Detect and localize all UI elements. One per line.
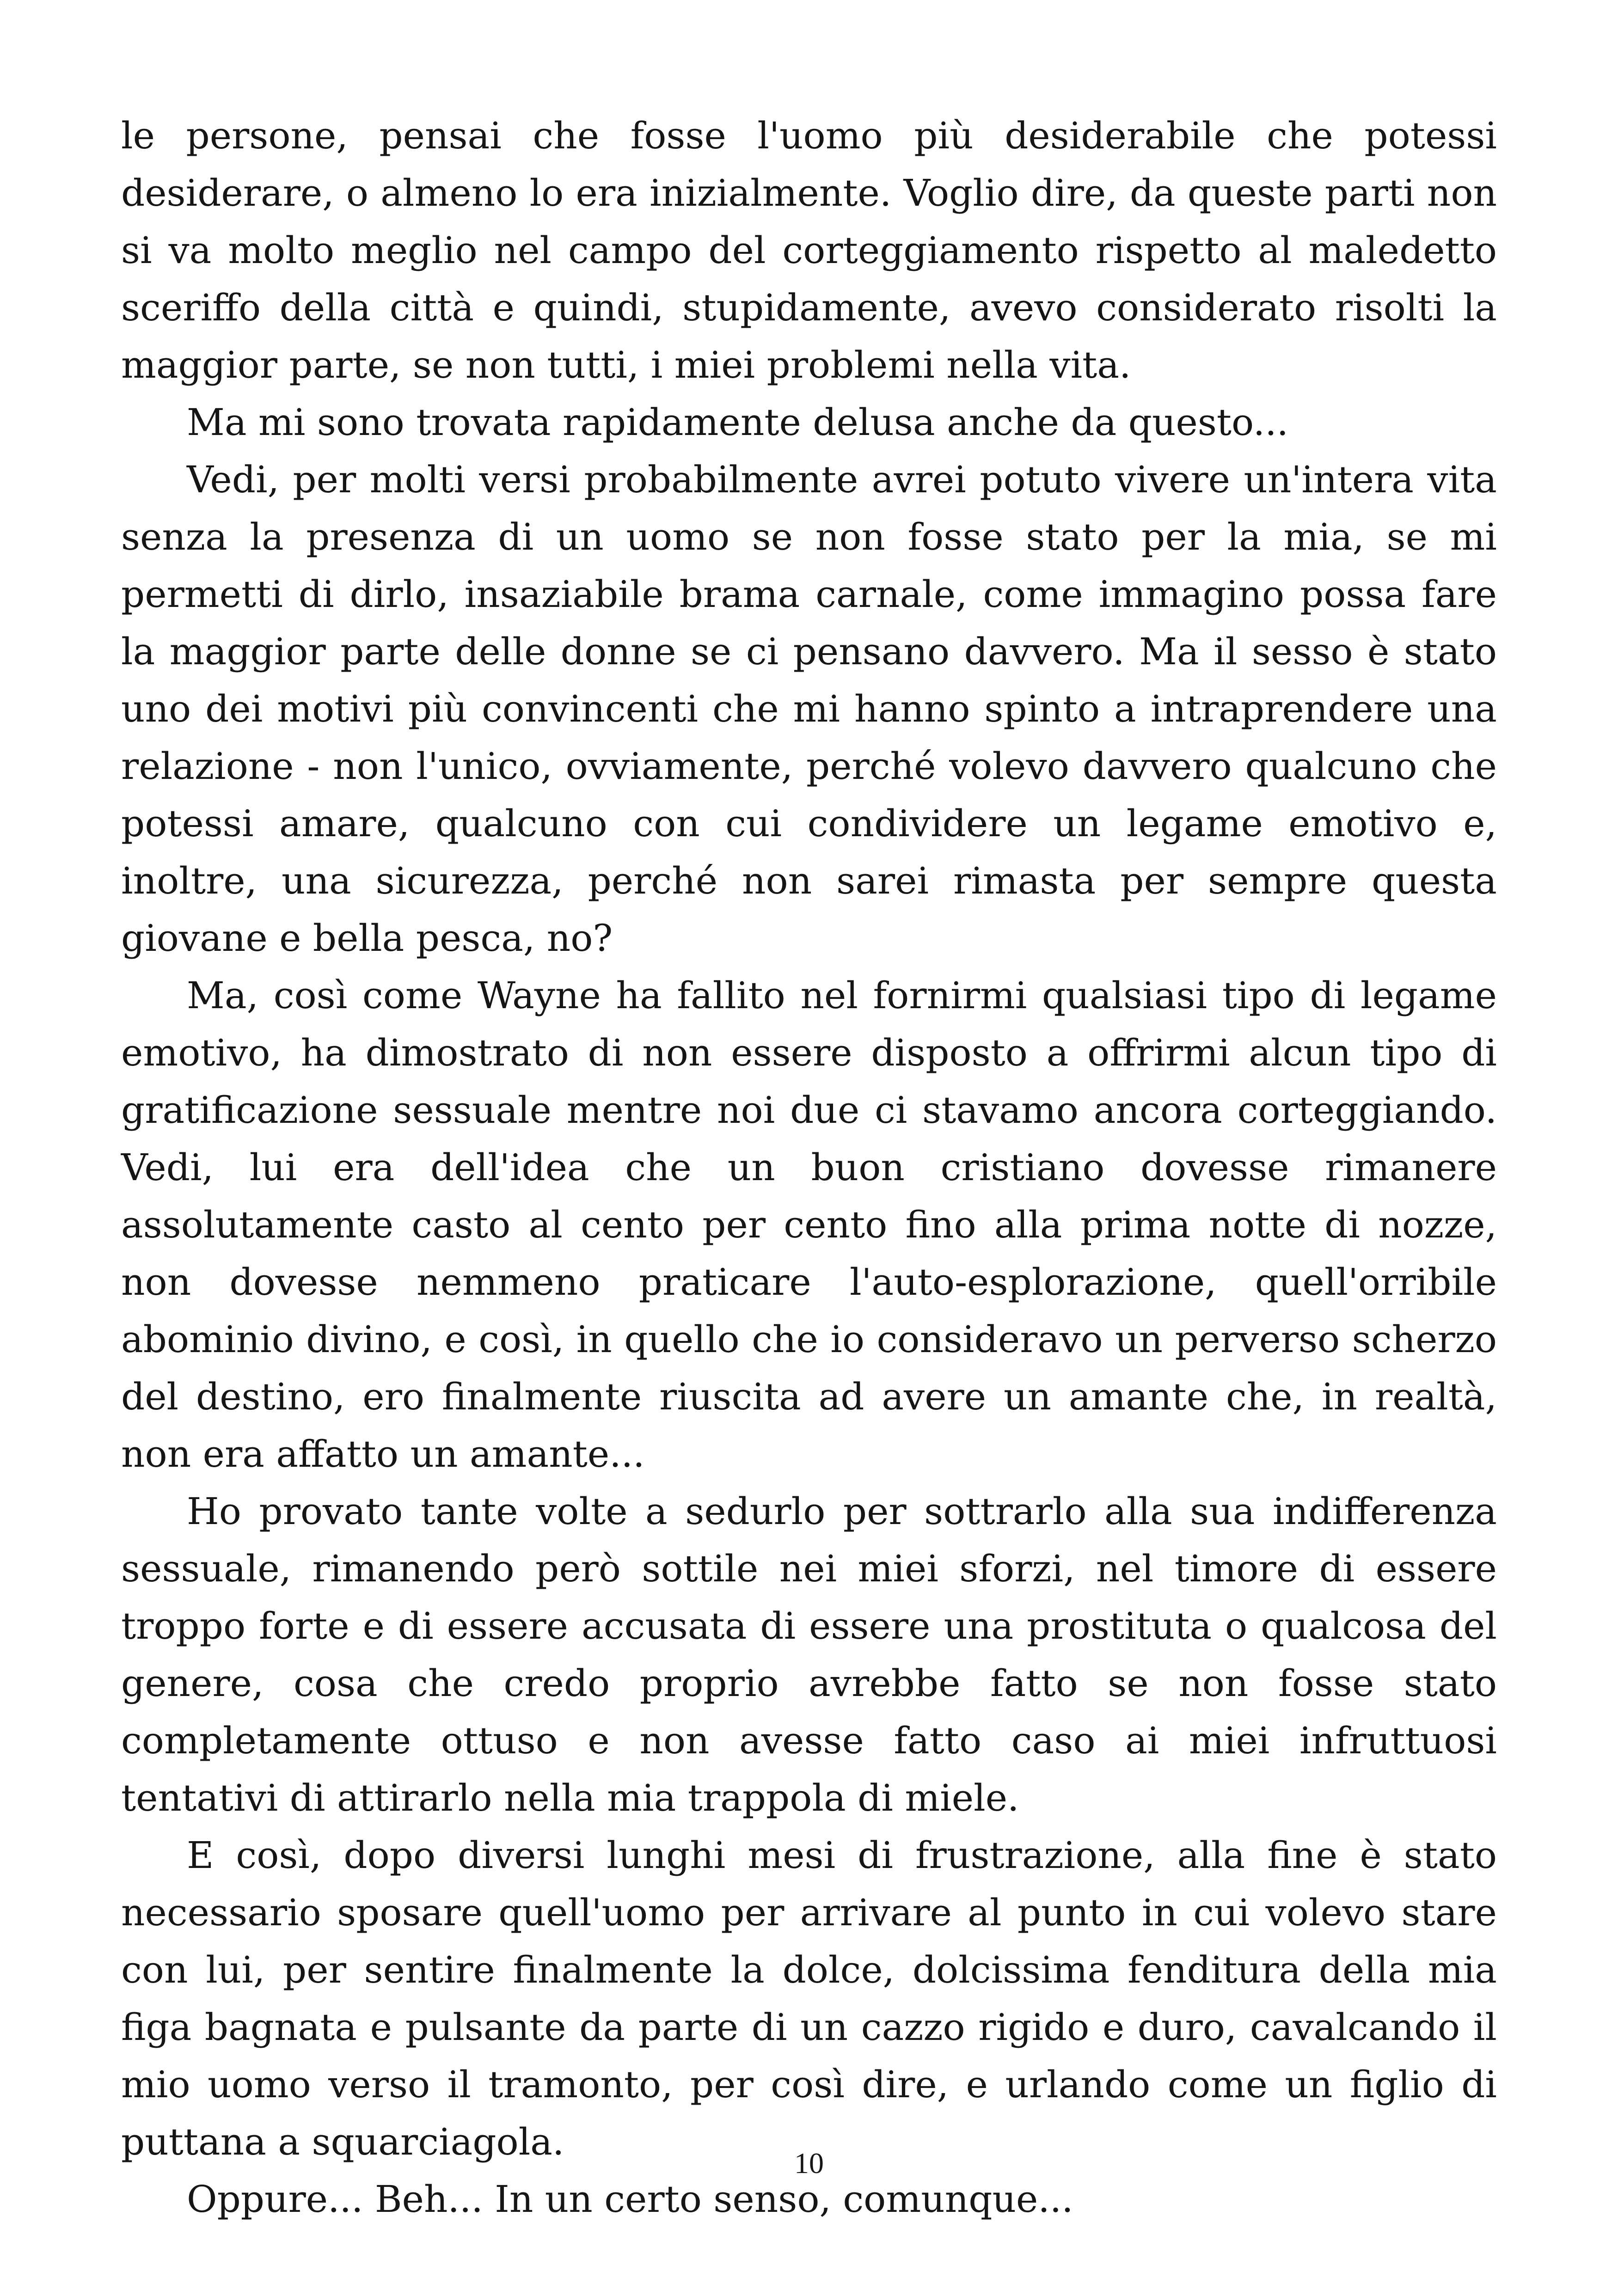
paragraph-6: E così, dopo diversi lunghi mesi di frustrazione, alla fine è stato necessario sposare quell'uomo per arrivare al punto in cui volevo stare con lui, per sentire finalmente la dolce, dolcissima fenditura della mia figa bagnata e pulsante da parte di un cazzo rigido e duro, cavalcando il mio uomo verso il tramonto, per così dire, e urlando come un figlio di puttana a squarciagola. bbox=[121, 1834, 1497, 2163]
page-body bbox=[121, 107, 1497, 2228]
paragraph-5: Ho provato tante volte a sedurlo per sottrarlo alla sua indifferenza sessuale, rimanendo però sottile nei miei sforzi, nel timore di essere troppo forte e di essere accusata di essere una prostituta o qualcosa del genere, cosa che credo proprio avrebbe fatto se non fosse stato completamente ottuso e non avesse fatto caso ai miei infruttuosi tentativi di attirarlo nella mia trappola di miele. bbox=[121, 1490, 1497, 1819]
page-number: 10 bbox=[794, 2147, 824, 2180]
paragraph-1: le persone, pensai che fosse l'uomo più desiderabile che potessi desiderare, o almeno lo era inizialmente. Voglio dire, da queste parti non si va molto meglio nel campo del corteggiamento rispetto al maledetto sceriffo della città e quindi, stupidamente, avevo considerato risolti la maggior parte, se non tutti, i miei problemi nella vita. bbox=[121, 114, 1497, 386]
paragraph-2: Ma mi sono trovata rapidamente delusa anche da questo... bbox=[187, 401, 1289, 444]
paragraph-4: Ma, così come Wayne ha fallito nel fornirmi qualsiasi tipo di legame emotivo, ha dimostrato di non essere disposto a offrirmi alcun tipo di gratificazione sessuale mentre noi due ci stavamo ancora corteggiando. Vedi, lui era dell'idea che un buon cristiano dovesse rimanere assolutamente casto al cento per cento fino alla prima notte di nozze, non dovesse nemmeno praticare l'auto-esplorazione, quell'orribile abominio divino, e così, in quello che io consideravo un perverso scherzo del destino, ero finalmente riuscita ad avere un amante che, in realtà, non era affatto un amante... bbox=[121, 974, 1497, 1476]
paragraph-3: Vedi, per molti versi probabilmente avrei potuto vivere un'intera vita senza la presenza di un uomo se non fosse stato per la mia, se mi permetti di dirlo, insaziabile brama carnale, come immagino possa fare la maggior parte delle donne se ci pensano davvero. Ma il sesso è stato uno dei motivi più convincenti che mi hanno spinto a intraprendere una relazione - non l'unico, ovviamente, perché volevo davvero qualcuno che potessi amare, qualcuno con cui condividere un legame emotivo e, inoltre, una sicurezza, perché non sarei rimasta per sempre questa giovane e bella pesca, no? bbox=[121, 458, 1497, 960]
paragraph-7: Oppure... Beh... In un certo senso, comunque... bbox=[187, 2178, 1073, 2221]
